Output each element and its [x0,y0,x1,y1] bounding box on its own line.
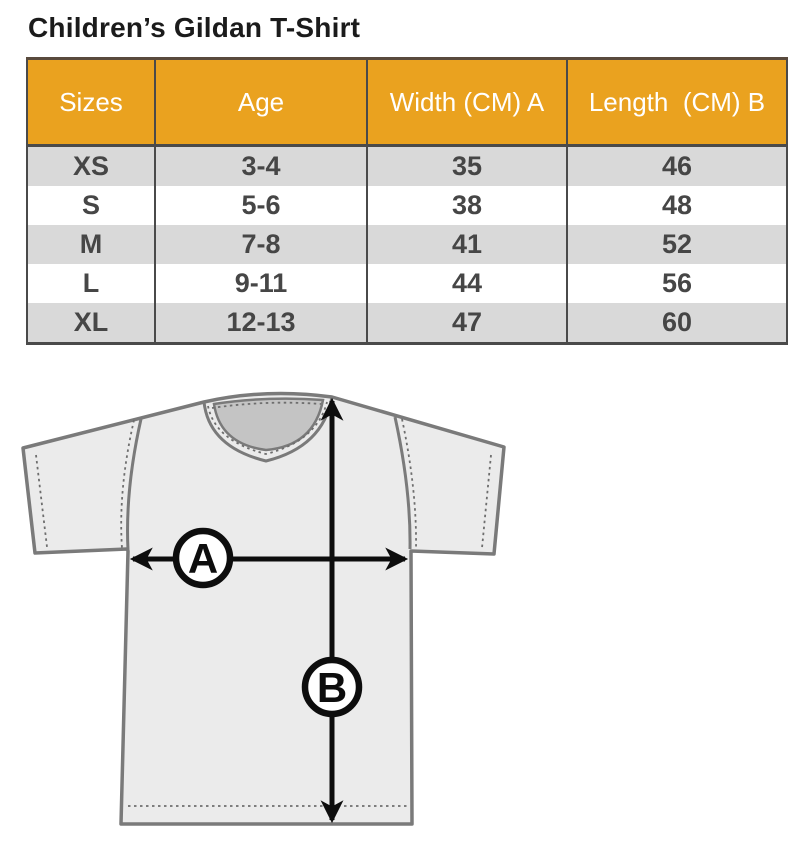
length-label: B [316,664,348,711]
tshirt-measurement-diagram [0,378,560,857]
cell-size: XL [73,307,109,337]
cell-age: 12-13 [155,303,367,344]
table-row [27,264,787,303]
cell-width: 38 [367,186,567,225]
table-row [27,225,787,264]
cell-size: L [82,268,100,298]
cell-width: 44 [367,264,567,303]
tshirt-outline [23,393,504,824]
cell-age: 7-8 [155,225,367,264]
cell-length: 48 [567,186,787,225]
size-chart-header [27,59,787,146]
cell-size: S [81,190,100,220]
cell-width: 47 [367,303,567,344]
header-row [27,59,787,146]
col-header-sizes: Sizes [27,59,155,146]
size-chart-table [26,57,788,345]
col-header-age: Age [155,59,367,146]
page-title: Children’s Gildan T-Shirt [28,12,361,43]
cell-age: 9-11 [155,264,367,303]
table-row [27,303,787,344]
cell-width: 41 [367,225,567,264]
size-chart-body [27,146,787,344]
cell-length: 52 [567,225,787,264]
cell-length: 46 [567,146,787,187]
cell-size: M [79,229,103,259]
cell-age: 3-4 [155,146,367,187]
table-row [27,146,787,187]
width-label: A [187,535,219,582]
table-row [27,186,787,225]
cell-size: XS [72,151,110,181]
cell-length: 60 [567,303,787,344]
col-header-width: Width (CM) A [367,59,567,146]
col-header-length: Length (CM) B [567,59,787,146]
cell-width: 35 [367,146,567,187]
cell-length: 56 [567,264,787,303]
cell-age: 5-6 [155,186,367,225]
